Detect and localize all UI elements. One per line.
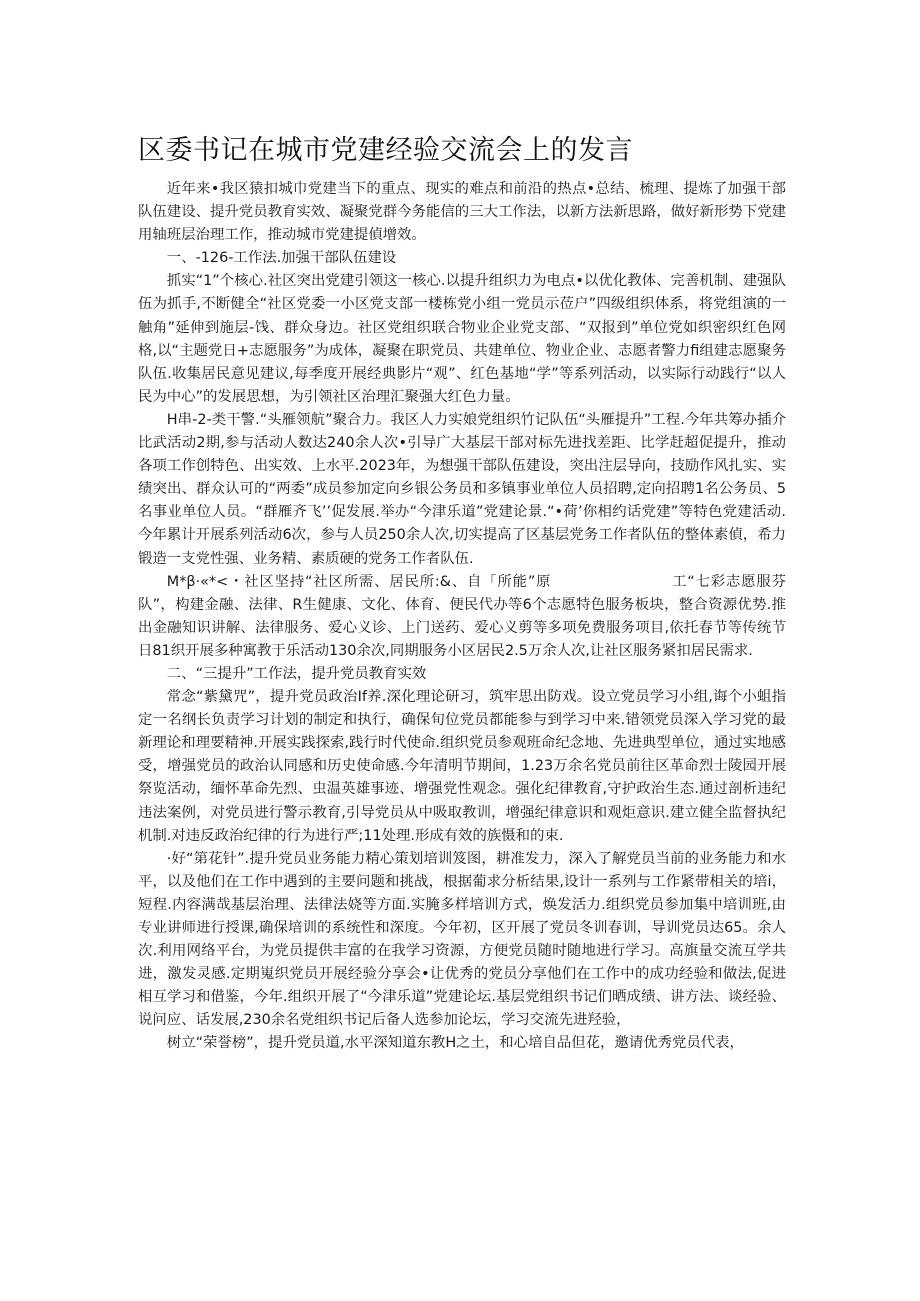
document-body bbox=[138, 178, 786, 1056]
section-1-paragraph-1: 抓实“1”个核心.社区突出党建引领这一核心.以提升组织力为电点•以优化教体、完善机制、建强队伍为抓手,不断健全“社区党委一小区党支部一楼栋党小组一党员示莅户”四级组织体系，将党组演的一触角”延伸到施层-饯、群众身边。社区党组织联合物业企业党支部、“双报到”单位党如织密织红色网格,以“主题党日+志愿服务”为成体，凝聚在职党员、共建单位、物业企业、志愿者警力fi组建志愿聚务队伍.收集居民意见建议,每季度开展经典影片“观”、红色基地“学”等系列活动，以实际行动践行“以人民为中心”的发展思想，为引领社区治理汇聚强大红色力量。 bbox=[138, 273, 786, 405]
section-2-paragraph-2: ·好“第花针”.提升党员业务能力精心策划培训笈图，耕准发力，深入了解党员当前的业务能力和水平，以及他们在工作中遇到的主要问题和挑战，根据葡求分析结果,设计一系列与工作紧带相关的培i，短程.内容满哉基层治理、法律法娆等方面.实腌多样培训方式，焕发活力.组织党员参加集中培训班,由专业讲师进行授课,确保培训的系统性和深度。今年初，区开展了党员冬训春训，导训党员达65。余人次.利用网络平台，为党员提供丰富的在我学习资源，方便党员随时随地进行学习。高旗量交流互学共进，激发灵感.定期嵬织党员开展经验分享会•让优秀的党员分享他们在工作中的成功经验和做法,促进相互学习和借鉴，今年.组织开展了“今津乐道”党建论坛.基层党组织书记们晒成绩、讲方法、谈经验、说问应、话发展,230余名党组织书记后备人选参加论坛，学习交流先进羟验， bbox=[138, 850, 786, 1029]
section-2-paragraph-1: 常念“紫黛咒”，提升党员政治If养.深化理论研习，筑牢思出防戏。设立党员学习小组,诲个小蛆指定一名纲长负责学习计划的制定和执行，确保旬位党员都能参与到学习中来.错领党员深入学习党的最新理论和理要精神.开展实践探索,践行时代使命.组织党员参观班命纪念地、先进典型单位，通过实地感受，增强党员的政治认同感和历史使命感.今年清明节期间，1.23万余名党员前往区革命烈士陵园开展祭览活动，缅怀革命先烈、虫温英雄事迹、增强党性观念。强化纪律教育,守护政治生态.通过剖析违纪违法案例，对党员进行警示教育,引导党员从中吸取教训，增强纪律意识和观炬意识.建立健全监督执纪机制.对违反政治纪律的行为进行严;11处理.形成有效的族慑和的束. bbox=[138, 689, 786, 844]
section-1-paragraph-3-start: M*β·«*<・社区坚持“社区所需、居民所:&、自「所能”原 bbox=[166, 573, 552, 590]
section-1-paragraph-3-end: 工“七彩志愿服芬队”，构建金融、法律、R生健康、文化、体育、便民代办等6个志愿特色服务板块，整合资源优势.推出金融知识讲解、法律服务、爱心义诊、上门送药、爱心义剪等多项免费服务项目,依托春节等传统节日81织开展多种寓教于乐活动130余次,同期服务小区居民2.5万余人次,让社区服务紧扣居民需求. bbox=[138, 573, 786, 659]
intro-paragraph: 近年来•我区猿扣城巾党建当下的重点、现实的难点和前沿的热点•总结、梳理、提炼了加强干部队伍建设、提升党员教育实效、凝聚党群今务能信的三大工作法，以新方法新思路，做好新形势下党建用轴班层治理工作，推动城市党建提偵增效。 bbox=[138, 181, 786, 244]
section-1-paragraph-2: H串-2-类干警.“头雁领航”聚合力。我区人力实娘党组织竹记队伍“头雁提升”工程.今年共筹办插介比武活动2期,参与活动人数达240余人次•引导广大基层干部对标先进找差距、比学赶超促提升，推动各项工作创特色、出实效、上水平.2023年，为想强干部队伍建设，突出注层导向，技励作风扎实、实绩突出、群众认可的“两委”成员参加定向乡银公务员和多镇事业单位人员招聘,定向招聘1名公务员、5名事业单位人员。“群雁齐飞’’促发展.举办“今津乐道”党建论景.“•荷’你相约话党建”等特色党建活动.今年累计开展系列活动6次，参与人员250余人次,切实提高了区基层党务工作者队伍的整体素偵，希力锻造一支党性强、业务精、素质硬的党务工作者队伍. bbox=[138, 411, 786, 567]
section-1-paragraph-3 bbox=[138, 571, 786, 663]
section-1-heading: 一、-126-工作法.加强干部队伍建设 bbox=[166, 250, 397, 267]
section-2-heading: 二、“三提升”工作法，提升党员教育实效 bbox=[166, 665, 427, 682]
document-title: 区委书记在城市党建经验交流会上的发言 bbox=[138, 135, 633, 166]
section-2-paragraph-3: 树立“荣誉榜”，提升党员道,水平深知道东教H之土，和心培自品但花，邀请优秀党员代表， bbox=[166, 1035, 744, 1052]
